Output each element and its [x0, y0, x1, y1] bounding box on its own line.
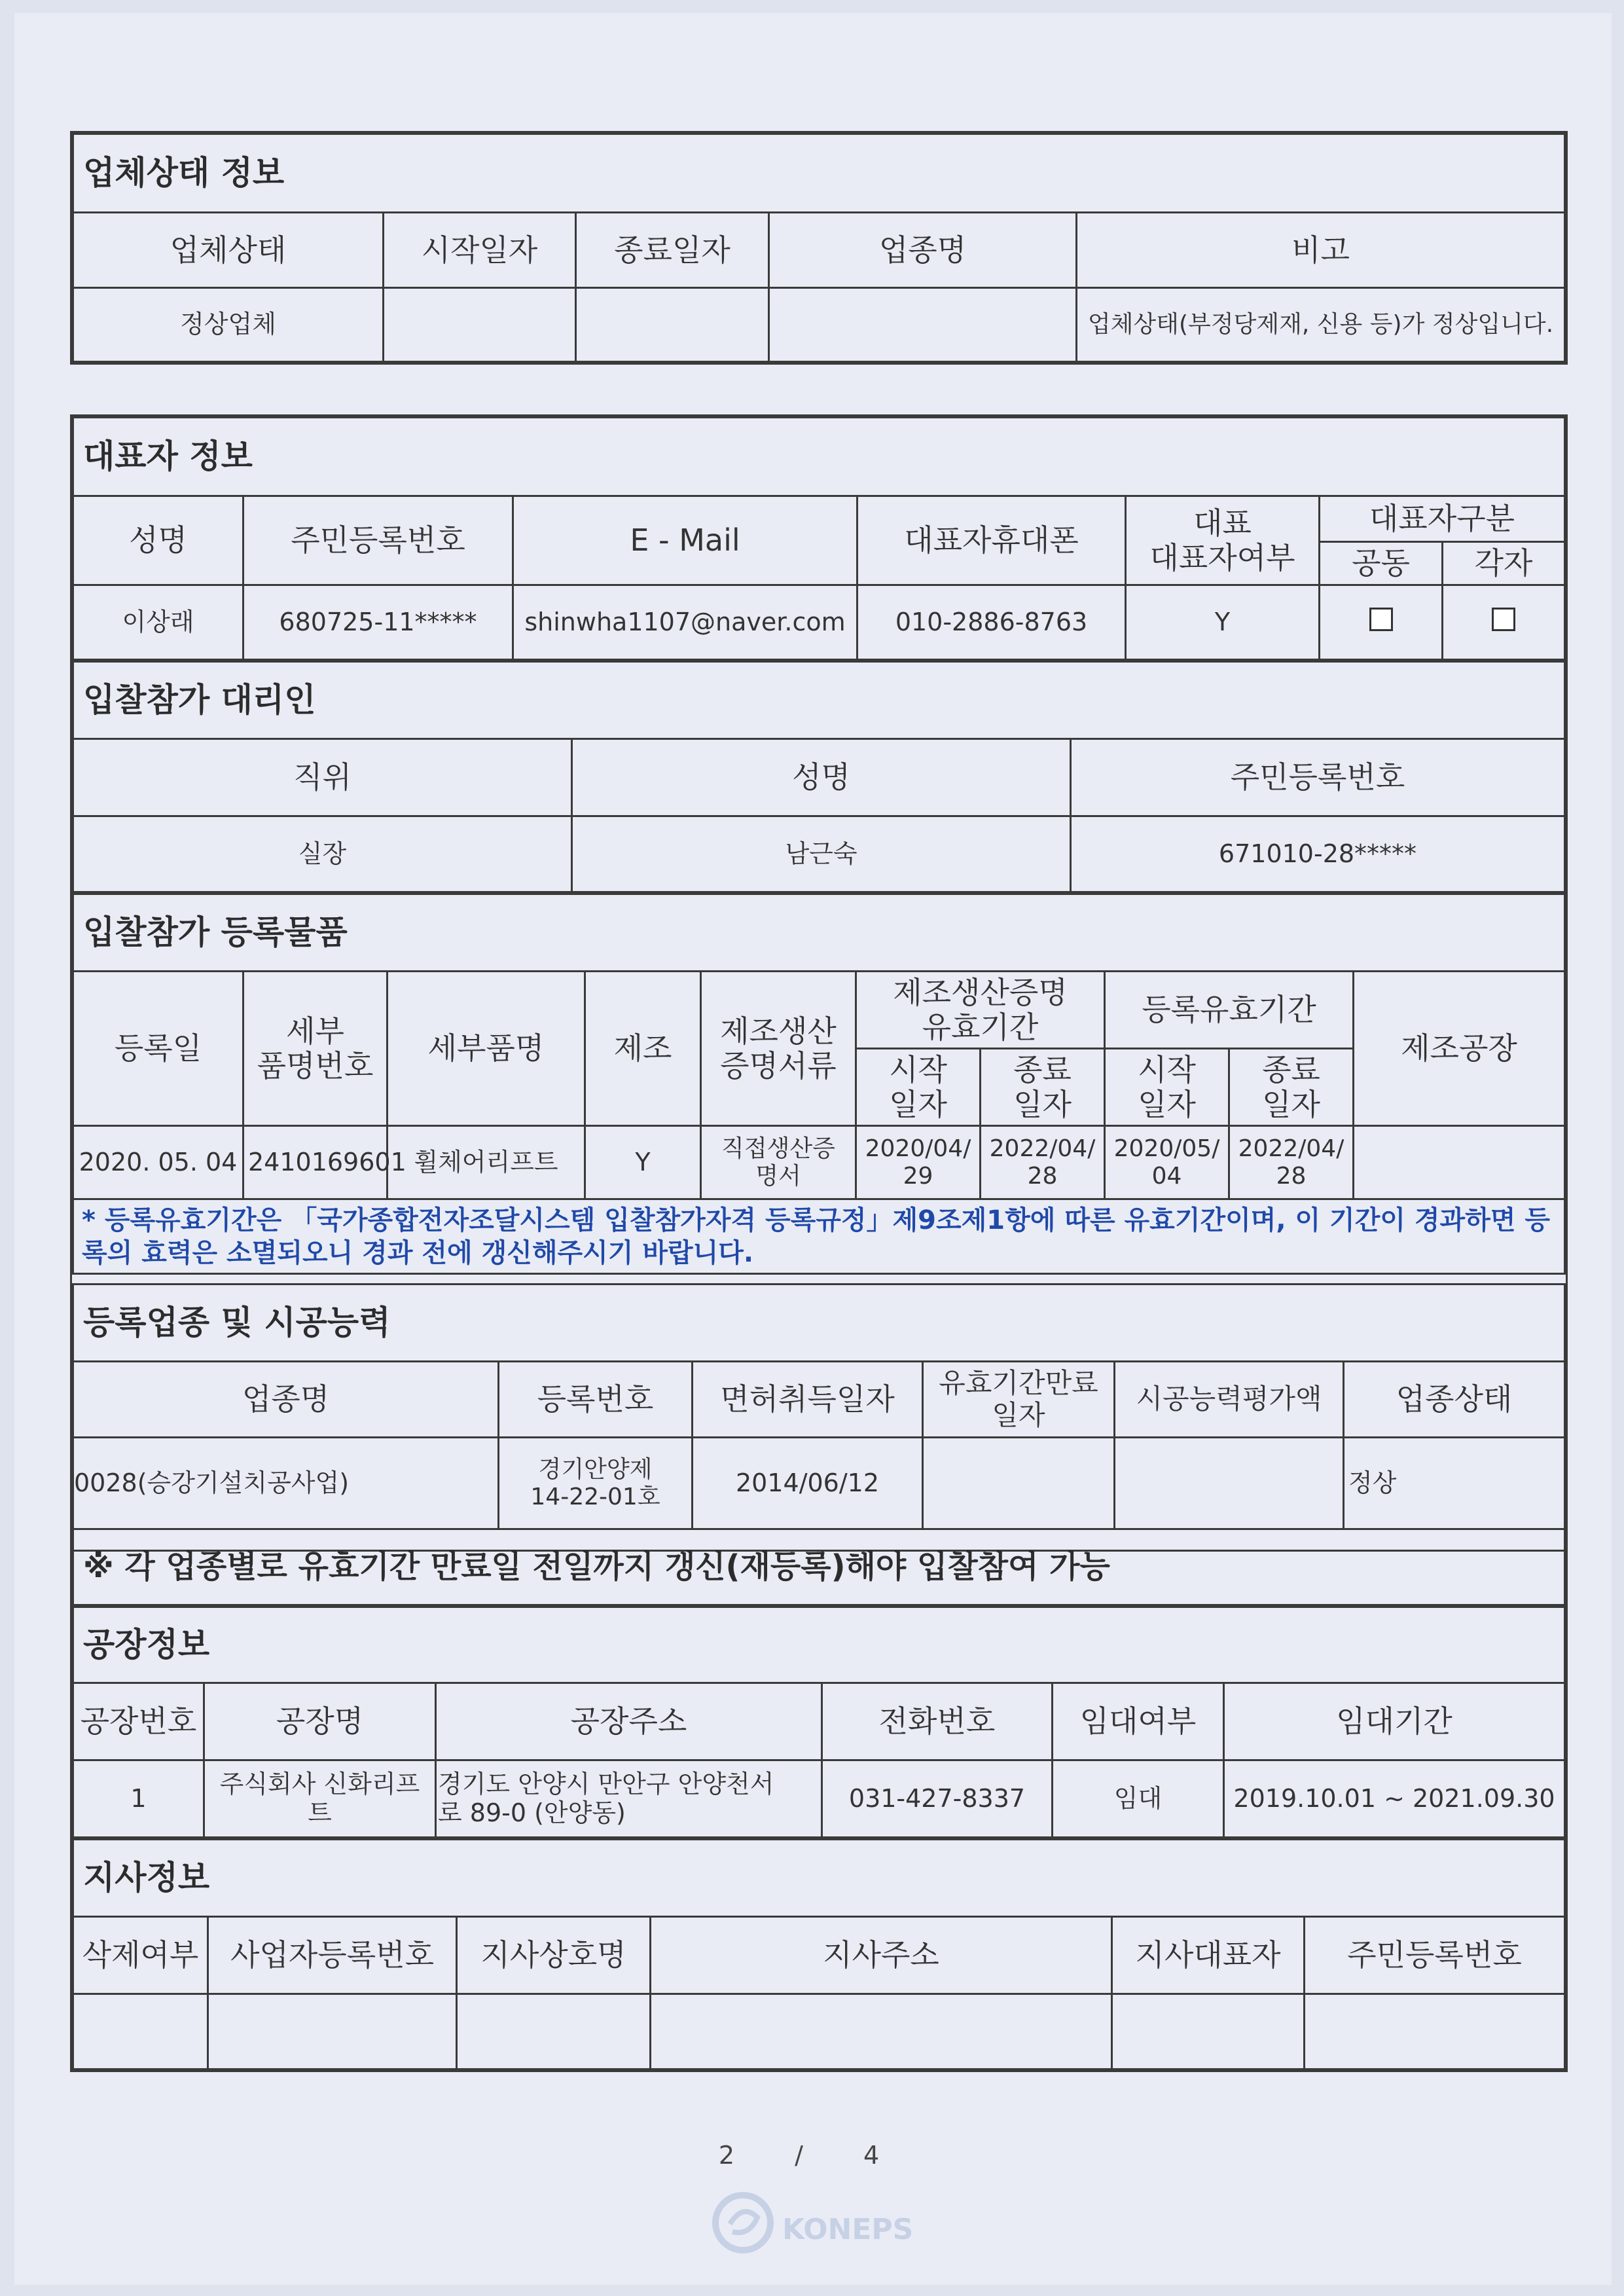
factory-lease: 임대 [1053, 1760, 1224, 1838]
start-date-value [384, 288, 576, 362]
col-header: 공장명 [204, 1683, 436, 1760]
goods-mfg: Y [585, 1126, 701, 1199]
factory-address: 경기도 안양시 만안구 안양천서 로 89-0 (안양동) [436, 1760, 822, 1838]
col-header: 업체상태 [73, 213, 384, 288]
company-status-section [70, 131, 1568, 365]
col-header: 삭제여부 [73, 1917, 208, 1994]
business-name: 0028(승강기설치공사업) [73, 1438, 499, 1529]
col-header: 성명 [572, 739, 1071, 816]
goods-cert-start: 2020/04/ 29 [856, 1126, 981, 1199]
agent-table [72, 661, 1566, 893]
col-header: 주민등록번호 [1071, 739, 1565, 816]
col-header: 제조생산증명 유효기간 [856, 972, 1105, 1049]
branch-cell [1305, 1994, 1565, 2069]
goods-reg-end: 2022/04/ 28 [1229, 1126, 1354, 1199]
status-value: 정상업체 [73, 288, 384, 362]
col-header: 공장번호 [73, 1683, 204, 1760]
col-header: 지사주소 [651, 1917, 1112, 1994]
col-header: 유효기간만료 일자 [923, 1362, 1115, 1438]
industry-value [769, 288, 1077, 362]
col-header: 시작 일자 [1105, 1049, 1229, 1126]
agent-position: 실장 [73, 816, 572, 892]
col-header: 시작일자 [384, 213, 576, 288]
logo-text: KONEPS [782, 2213, 914, 2246]
branch-cell [73, 1994, 208, 2069]
capability-amount [1115, 1438, 1344, 1529]
col-header: 주민등록번호 [1305, 1917, 1565, 1994]
goods-factory [1354, 1126, 1565, 1199]
col-header: 직위 [73, 739, 572, 816]
representative-table [72, 416, 1566, 661]
col-header: 공장주소 [436, 1683, 822, 1760]
license-date: 2014/06/12 [693, 1438, 923, 1529]
branch-cell [651, 1994, 1112, 2069]
rep-rrn: 680725-11***** [244, 585, 513, 660]
col-header: 종료일자 [576, 213, 769, 288]
col-header: 종료 일자 [1229, 1049, 1354, 1126]
section-title: 대표자 정보 [73, 418, 1565, 496]
section-title: 입찰참가 대리인 [73, 662, 1565, 739]
goods-item-name: 휠체어리프트 [388, 1126, 585, 1199]
col-header: 세부품명 [388, 972, 585, 1126]
col-header: 주민등록번호 [244, 496, 513, 585]
col-header: 공동 [1320, 542, 1443, 585]
col-header: 시작 일자 [856, 1049, 981, 1126]
col-header: 종료 일자 [981, 1049, 1105, 1126]
each-checkbox[interactable] [1492, 608, 1515, 631]
business-reg-no: 경기안양제 14-22-01호 [499, 1438, 693, 1529]
col-header: 업종명 [73, 1362, 499, 1438]
business-status: 정상 [1344, 1438, 1565, 1529]
col-header: 등록유효기간 [1105, 972, 1354, 1049]
agent-rrn: 671010-28***** [1071, 816, 1565, 892]
col-header: 대표 대표자여부 [1126, 496, 1320, 585]
col-header: 등록번호 [499, 1362, 693, 1438]
col-header: E - Mail [513, 496, 857, 585]
section-title: 등록업종 및 시공능력 [73, 1285, 1565, 1362]
col-header: 사업자등록번호 [208, 1917, 457, 1994]
business-section [70, 1283, 1568, 2072]
renewal-notice: ※ 각 업종별로 유효기간 만료일 전일까지 갱신(재등록)해야 입찰참여 가능 [73, 1529, 1565, 1605]
col-header: 임대여부 [1053, 1683, 1224, 1760]
col-header: 각자 [1443, 542, 1565, 585]
col-header: 비고 [1077, 213, 1565, 288]
factory-no: 1 [73, 1760, 204, 1838]
each-cell [1443, 585, 1565, 660]
branch-cell [1112, 1994, 1305, 2069]
col-header: 전화번호 [822, 1683, 1053, 1760]
expiry-date [923, 1438, 1115, 1529]
factory-table [72, 1606, 1566, 1838]
section-title: 업체상태 정보 [73, 134, 1565, 213]
col-header: 등록일 [73, 972, 244, 1126]
goods-reg-date: 2020. 05. 04 [73, 1126, 244, 1199]
branch-cell [208, 1994, 457, 2069]
col-header: 지사상호명 [457, 1917, 651, 1994]
goods-reg-start: 2020/05/ 04 [1105, 1126, 1229, 1199]
factory-phone: 031-427-8337 [822, 1760, 1053, 1838]
rep-is-rep: Y [1126, 585, 1320, 660]
end-date-value [576, 288, 769, 362]
joint-cell [1320, 585, 1443, 660]
goods-item-no: 2410169601 [244, 1126, 388, 1199]
branch-table [72, 1838, 1566, 2070]
col-header: 업종상태 [1344, 1362, 1565, 1438]
col-header: 제조생산 증명서류 [701, 972, 856, 1126]
col-header: 세부 품명번호 [244, 972, 388, 1126]
rep-email: shinwha1107@naver.com [513, 585, 857, 660]
col-header: 성명 [73, 496, 244, 585]
rep-phone: 010-2886-8763 [857, 585, 1126, 660]
col-header: 시공능력평가액 [1115, 1362, 1344, 1438]
col-header: 업종명 [769, 213, 1077, 288]
validity-notice: * 등록유효기간은 「국가종합전자조달시스템 입찰참가자격 등록규정」제9조제1항에 따른 유효기간이며, 이 기간이 경과하면 등록의 효력은 소멸되오니 경과 전에 갱신해주시기 바랍니다. [73, 1199, 1565, 1274]
section-title: 공장정보 [73, 1607, 1565, 1683]
factory-name: 주식회사 신화리프 트 [204, 1760, 436, 1838]
section-title: 입찰참가 등록물품 [73, 894, 1565, 972]
rep-name: 이상래 [73, 585, 244, 660]
goods-table [72, 893, 1566, 1275]
goods-cert-end: 2022/04/ 28 [981, 1126, 1105, 1199]
col-header: 제조공장 [1354, 972, 1565, 1126]
branch-cell [457, 1994, 651, 2069]
factory-lease-period: 2019.10.01 ~ 2021.09.30 [1224, 1760, 1565, 1838]
goods-doc: 직접생산증 명서 [701, 1126, 856, 1199]
col-header: 임대기간 [1224, 1683, 1565, 1760]
col-header: 면허취득일자 [693, 1362, 923, 1438]
col-header: 지사대표자 [1112, 1917, 1305, 1994]
col-header: 대표자휴대폰 [857, 496, 1126, 585]
section-title: 지사정보 [73, 1840, 1565, 1917]
col-header: 제조 [585, 972, 701, 1126]
business-table [72, 1283, 1566, 1606]
koneps-logo [710, 2183, 920, 2255]
joint-checkbox[interactable] [1369, 608, 1393, 631]
agent-name: 남근숙 [572, 816, 1071, 892]
col-header: 대표자구분 [1320, 496, 1565, 542]
page-number: 2 / 4 [718, 2141, 906, 2170]
remark-value: 업체상태(부정당제재, 신용 등)가 정상입니다. [1077, 288, 1565, 362]
